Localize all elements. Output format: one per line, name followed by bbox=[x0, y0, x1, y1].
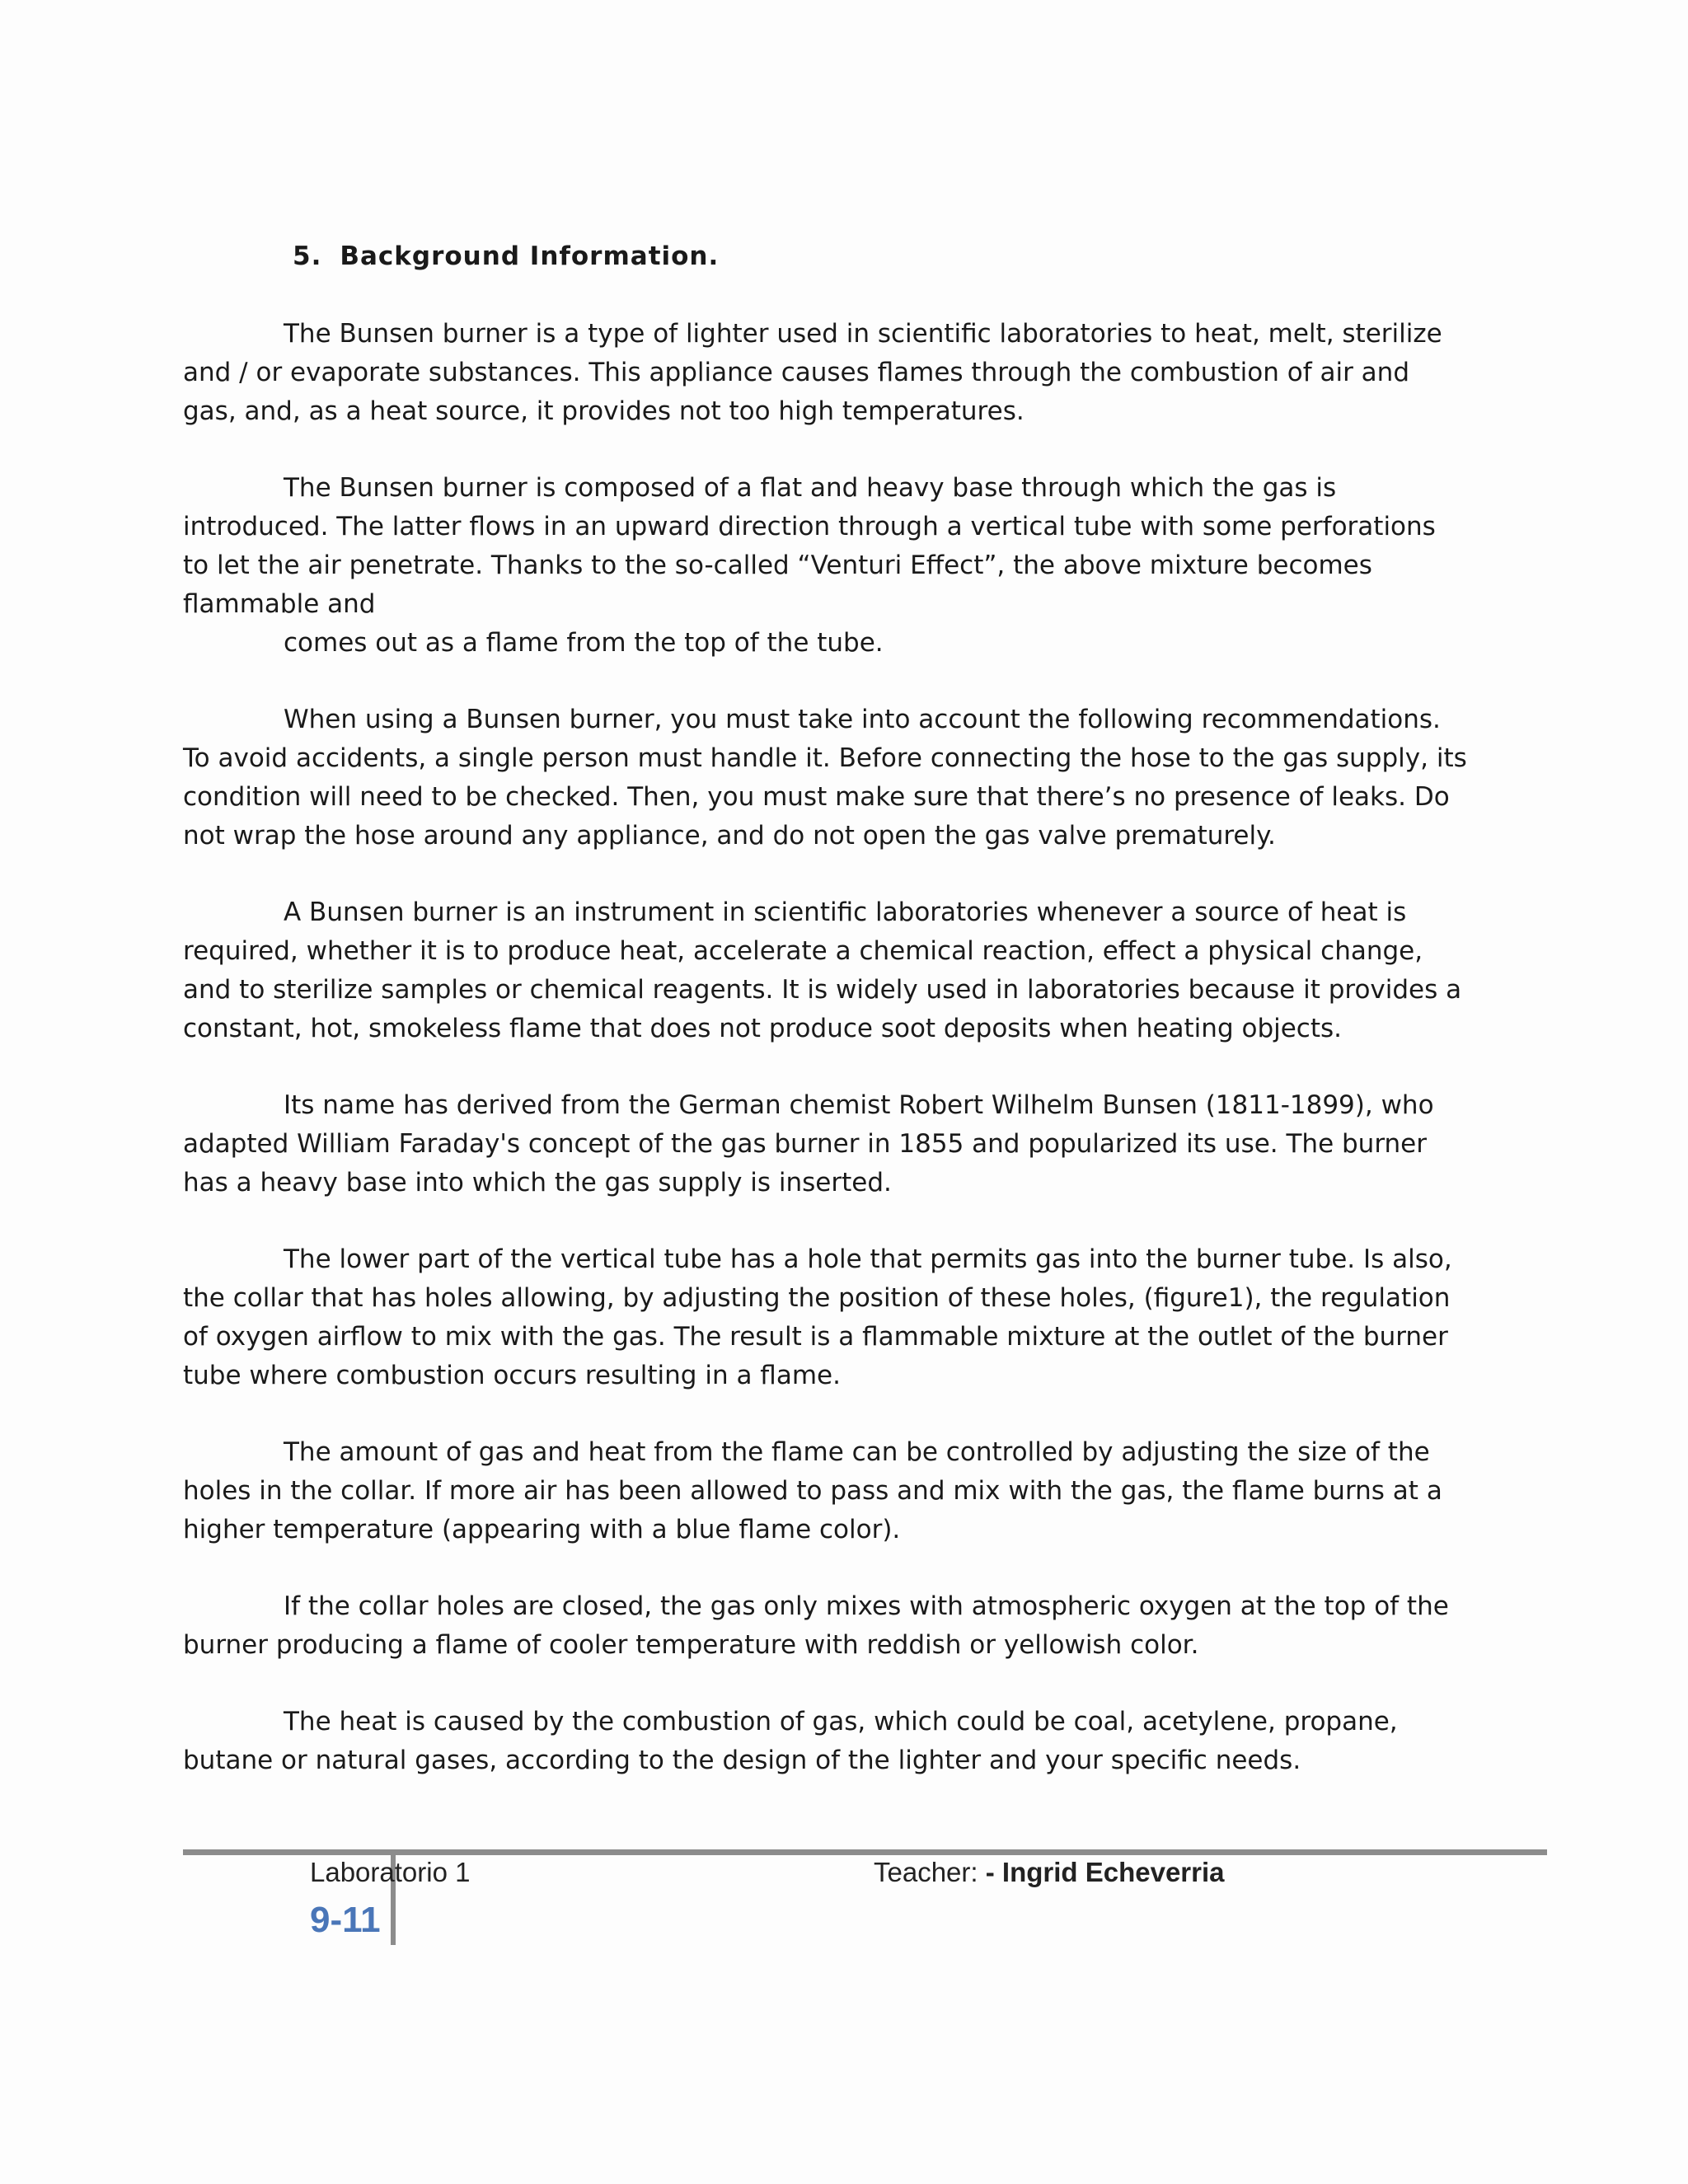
paragraph-continuation: comes out as a flame from the top of the tube. bbox=[284, 628, 884, 658]
page-number: 9-11 bbox=[310, 1900, 381, 1940]
footer-divider bbox=[183, 1849, 1547, 1855]
teacher-name: - Ingrid Echeverria bbox=[985, 1857, 1225, 1887]
footer-teacher bbox=[874, 1857, 1225, 1888]
paragraph: The Bunsen burner is a type of lighter used in scientific laboratories to heat, melt, sterilize and / or evaporate substances. This appliance causes flames through the combustion of air and gas, and, as a heat source, it provides not too high temperatures. bbox=[183, 319, 1442, 426]
teacher-label: Teacher: bbox=[874, 1857, 978, 1887]
section-title: Background Information. bbox=[340, 241, 720, 271]
section-heading bbox=[293, 241, 719, 271]
paragraph-text: The Bunsen burner is composed of a flat and heavy base through which the gas is introduced. The latter flows in an upward direction through a vertical tube with some perforations to let the air penetrate. Thanks to the so-called “Venturi Effect”, the above mixture becomes flammable and bbox=[183, 473, 1436, 619]
paragraph bbox=[183, 469, 1469, 663]
paragraph: Its name has derived from the German chemist Robert Wilhelm Bunsen (1811-1899), who adapted William Faraday's concept of the gas burner in 1855 and popularized its use. The burner has a heavy base into which the gas supply is inserted. bbox=[183, 1090, 1434, 1197]
body-text bbox=[183, 315, 1469, 1818]
footer-lab-name: Laboratorio 1 bbox=[310, 1857, 471, 1887]
paragraph: When using a Bunsen burner, you must take into account the following recommendations. To avoid accidents, a single person must handle it. Before connecting the hose to the gas supply, its condition will need to be checked. Then, you must make sure that there’s no presence of leaks. Do not wrap the hose around any appliance, and do not open the gas valve prematurely. bbox=[183, 705, 1467, 851]
paragraph: The lower part of the vertical tube has a hole that permits gas into the burner tube. Is also, the collar that has holes allowing, by adjusting the position of these holes, (figure1), the regulation of oxygen airflow to mix with the gas. The result is a flammable mixture at the outlet of the burner tube where combustion occurs resulting in a flame. bbox=[183, 1244, 1452, 1390]
paragraph: A Bunsen burner is an instrument in scientific laboratories whenever a source of heat is required, whether it is to produce heat, accelerate a chemical reaction, effect a physical change, and to sterilize samples or chemical reagents. It is widely used in laboratories because it provides a constant, hot, smokeless flame that does not produce soot deposits when heating objects. bbox=[183, 898, 1462, 1043]
paragraph: If the collar holes are closed, the gas only mixes with atmospheric oxygen at the top of the burner producing a flame of cooler temperature with reddish or yellowish color. bbox=[183, 1591, 1449, 1660]
section-number: 5. bbox=[293, 241, 322, 271]
paragraph: The amount of gas and heat from the flame can be controlled by adjusting the size of the holes in the collar. If more air has been allowed to pass and mix with the gas, the flame burns at a higher temperature (appearing with a blue flame color). bbox=[183, 1437, 1442, 1544]
paragraph: The heat is caused by the combustion of gas, which could be coal, acetylene, propane, butane or natural gases, according to the design of the lighter and your specific needs. bbox=[183, 1707, 1398, 1775]
